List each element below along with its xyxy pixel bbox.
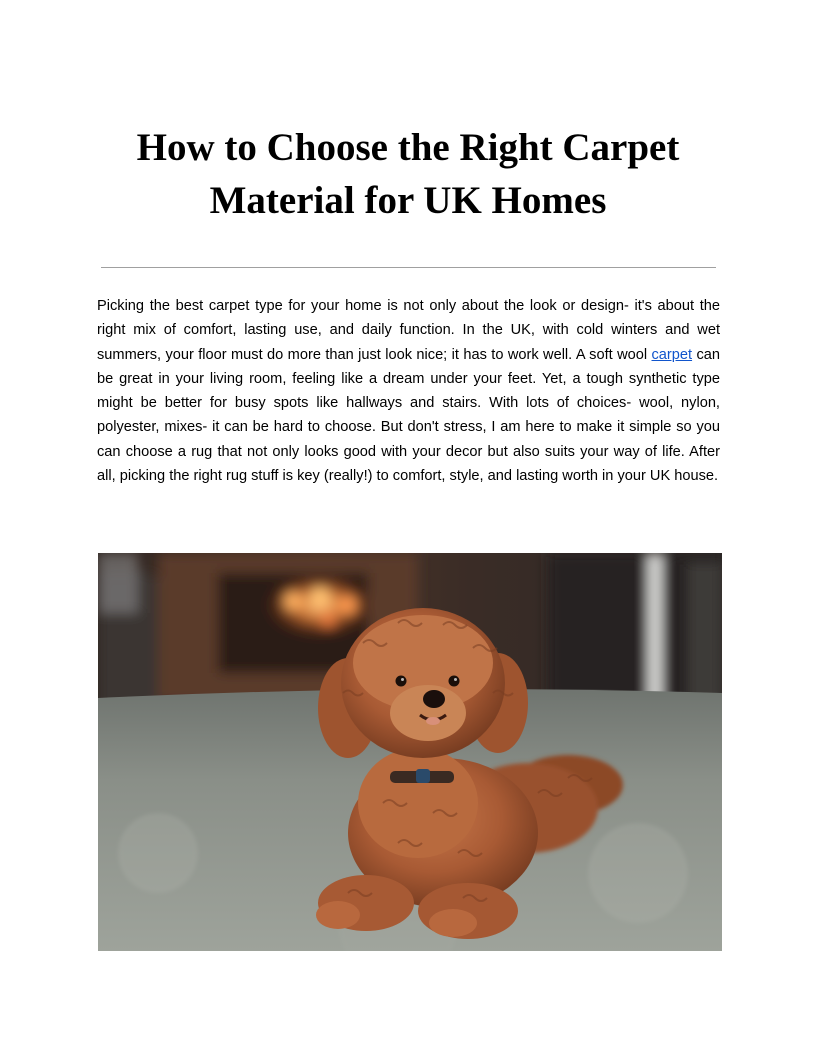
title-divider [101, 267, 716, 268]
intro-text-part-2: can be great in your living room, feeling like a dream under your feet. Yet, a tough synthetic type might be better for busy spots like hallways and stairs. With lots of choices- wool, nylon, polyester, mixes- it can be hard to choose. But don't stress, I am here to make it simple so you can choose a rug that not only looks good with your decor but also suits your way of life. After all, picking the right rug stuff is key (really!) to comfort, style, and lasting worth in your UK house. [97, 346, 720, 485]
title-line-2: Material for UK Homes [209, 179, 607, 222]
intro-text-part-1: Picking the best carpet type for your home is not only about the look or design- it's about the right mix of comfort, lasting use, and daily function. In the UK, with cold winters and wet summers, your floor must do more than just look nice; it has to work well. A soft wool [97, 298, 720, 363]
dog-on-carpet-photo [98, 553, 722, 951]
intro-paragraph [97, 294, 720, 488]
title-line-1: How to Choose the Right Carpet [136, 126, 680, 169]
carpet-link[interactable]: carpet [651, 346, 693, 363]
page-title [60, 121, 756, 227]
